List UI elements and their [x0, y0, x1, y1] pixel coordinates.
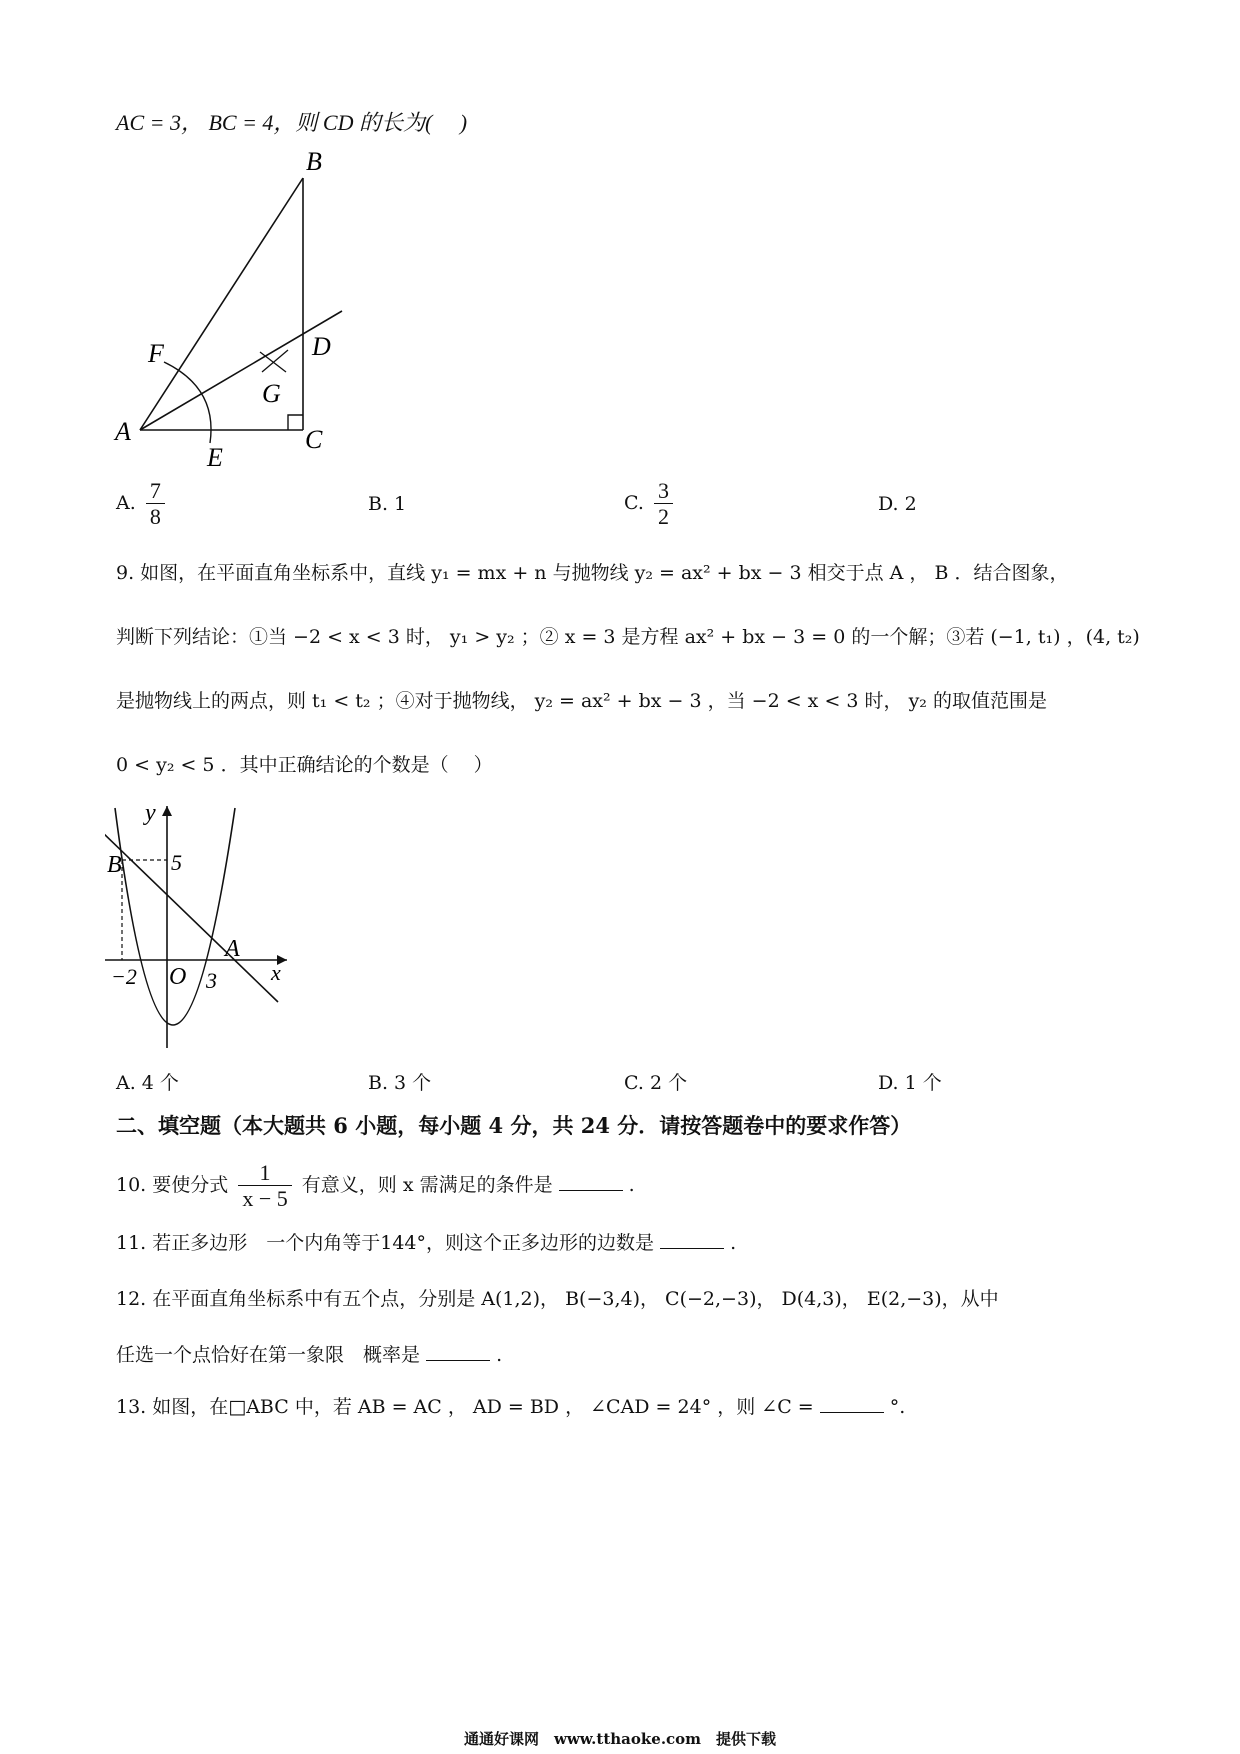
- q9-label-o: O: [169, 964, 187, 990]
- q8-option-d: D. 2: [878, 493, 917, 515]
- q8-label-e: E: [207, 443, 223, 472]
- q12-line-1: 12. 在平面直角坐标系中有五个点，分别是 A(1,2)， B(−3,4)， C(−2,−3)， D(4,3)， E(2,−3)，从中: [116, 1288, 999, 1310]
- q11-end: .: [730, 1232, 737, 1254]
- q8-label-g: G: [262, 379, 281, 408]
- q8-option-a-fraction: [146, 478, 165, 530]
- q10-end: .: [628, 1173, 635, 1196]
- q8-option-c: [624, 478, 677, 530]
- q13-answer-blank[interactable]: [820, 1394, 884, 1413]
- q10-answer-blank[interactable]: [559, 1172, 623, 1191]
- q8-option-a: [116, 478, 169, 530]
- q9-label-a: A: [225, 936, 240, 962]
- q10-numerator: 1: [238, 1160, 291, 1186]
- q8-option-a-numerator: 7: [146, 478, 165, 504]
- q9-graph-figure: [105, 798, 305, 1058]
- q8-label-b: B: [306, 147, 322, 176]
- q8-option-a-denominator: 8: [149, 504, 161, 530]
- q12-line-2: [116, 1340, 502, 1367]
- q9-label-y: y: [145, 800, 156, 826]
- q9-line-3: 是抛物线上的两点，则 t₁ < t₂ ；④对于抛物线， y₂ = ax² + bx − 3 ，当 −2 < x < 3 时， y₂ 的取值范围是: [116, 690, 1047, 712]
- q9-label-x: x: [271, 960, 281, 985]
- q10-fraction: [238, 1160, 291, 1212]
- q8-option-c-numerator: 3: [654, 478, 673, 504]
- q8-option-a-label: A.: [116, 491, 136, 514]
- q8-option-c-denominator: 2: [657, 504, 669, 530]
- q9-line-4: 0 < y₂ < 5 ．其中正确结论的个数是（ ）: [116, 754, 493, 776]
- q9-label-three: 3: [206, 968, 217, 993]
- page-footer: 通通好课网 www.tthaoke.com 提供下载: [463, 1730, 777, 1748]
- q13-line: [116, 1392, 905, 1419]
- section-2-heading: 二、填空题（本大题共 6 小题，每小题 4 分，共 24 分．请按答题卷中的要求作答）: [116, 1113, 912, 1138]
- q8-label-a: A: [115, 417, 131, 446]
- q9-option-c: C. 2 个: [624, 1072, 688, 1094]
- q11-answer-blank[interactable]: [660, 1230, 724, 1249]
- q10-denominator: x − 5: [242, 1186, 288, 1212]
- q9-line-2: 判断下列结论：①当 −2 < x < 3 时， y₁ > y₂ ；② x = 3 是方程 ax² + bx − 3 = 0 的一个解；③若 (−1, t₁) ，(4, t₂): [116, 626, 1140, 648]
- q8-option-b: B. 1: [368, 493, 407, 515]
- q12-answer-blank[interactable]: [426, 1342, 490, 1361]
- q10-line: [116, 1160, 635, 1212]
- q8-option-c-label: C.: [624, 491, 644, 514]
- q9-option-d: D. 1 个: [878, 1072, 942, 1094]
- q8-label-c: C: [305, 425, 323, 454]
- q13-pre: 13. 如图，在□ABC 中，若 AB = AC ， AD = BD ， ∠CAD = 24° ，则 ∠C =: [116, 1396, 814, 1418]
- q8-option-c-fraction: [654, 478, 673, 530]
- q10-post: 有意义，则 x 需满足的条件是: [301, 1173, 553, 1196]
- q9-option-a: A. 4 个: [116, 1072, 179, 1094]
- q12-line-2-end: .: [496, 1344, 503, 1366]
- q13-end: °.: [889, 1396, 906, 1418]
- q9-label-five: 5: [171, 850, 182, 875]
- q9-label-b: B: [107, 852, 122, 878]
- q8-triangle-figure: [110, 140, 360, 480]
- q12-line-2-pre: 任选一个点恰好在第一象限 概率是: [116, 1344, 421, 1366]
- q9-line-1: 9. 如图，在平面直角坐标系中，直线 y₁ = mx + n 与抛物线 y₂ = ax² + bx − 3 相交于点 A ， B ．结合图象，: [116, 562, 1069, 584]
- q11-pre: 11. 若正多边形 一个内角等于144°，则这个正多边形的边数是: [116, 1232, 655, 1254]
- q8-stem-tail: AC = 3， BC = 4，则 CD 的长为( ): [116, 110, 468, 135]
- q9-option-b: B. 3 个: [368, 1072, 432, 1094]
- q8-label-f: F: [148, 339, 164, 368]
- q11-line: [116, 1228, 736, 1255]
- q8-label-d: D: [312, 332, 331, 361]
- q10-pre: 10. 要使分式: [116, 1173, 229, 1196]
- q9-label-neg-two: −2: [111, 964, 137, 989]
